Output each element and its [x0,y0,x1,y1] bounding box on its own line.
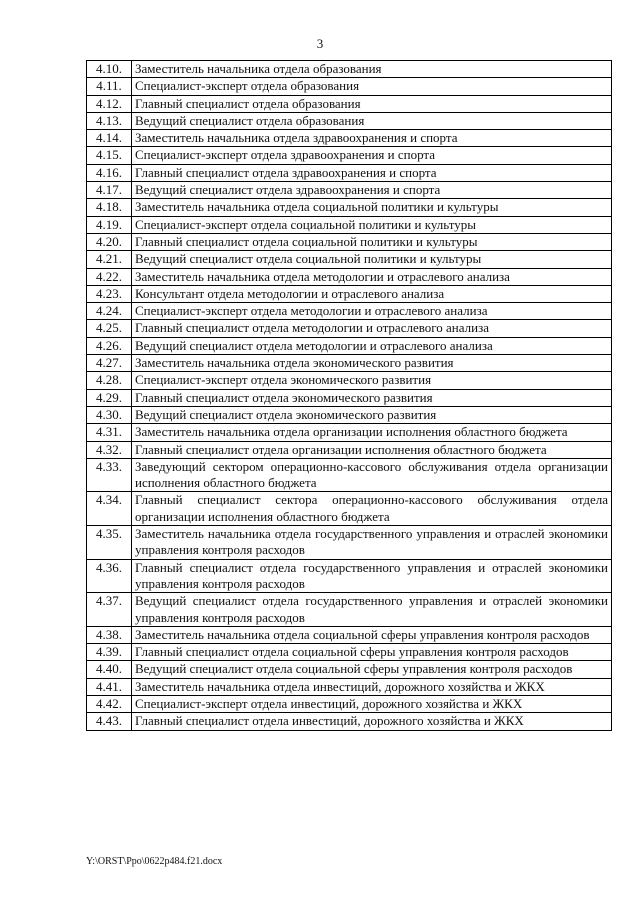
position-title: Заместитель начальника отдела организации исполнения областного бюджета [132,424,612,441]
table-row [87,492,612,526]
position-title: Главный специалист отдела методологии и отраслевого анализа [132,320,612,337]
position-title: Ведущий специалист отдела методологии и отраслевого анализа [132,337,612,354]
table-row [87,644,612,661]
position-title: Главный специалист отдела государственного управления и отраслей экономики управления контроля расходов [132,559,612,593]
position-title: Заместитель начальника отдела государственного управления и отраслей экономики управления контроля расходов [132,526,612,560]
row-number: 4.11. [87,78,132,95]
table-row [87,559,612,593]
position-title: Ведущий специалист отдела здравоохранения и спорта [132,182,612,199]
table-row [87,285,612,302]
row-number: 4.16. [87,164,132,181]
position-title: Специалист-эксперт отдела здравоохранения и спорта [132,147,612,164]
position-title: Главный специалист отдела образования [132,95,612,112]
position-title: Специалист-эксперт отдела методологии и отраслевого анализа [132,303,612,320]
position-title: Заместитель начальника отдела социальной политики и культуры [132,199,612,216]
table-row [87,337,612,354]
table-row [87,216,612,233]
row-number: 4.13. [87,112,132,129]
position-title: Главный специалист отдела социальной политики и культуры [132,233,612,250]
table-row [87,355,612,372]
position-title: Заместитель начальника отдела инвестиций, дорожного хозяйства и ЖКХ [132,678,612,695]
row-number: 4.28. [87,372,132,389]
row-number: 4.12. [87,95,132,112]
position-title: Специалист-эксперт отдела социальной политики и культуры [132,216,612,233]
table-row [87,164,612,181]
row-number: 4.40. [87,661,132,678]
position-title: Заместитель начальника отдела здравоохранения и спорта [132,130,612,147]
row-number: 4.17. [87,182,132,199]
table-row [87,626,612,643]
table-row [87,713,612,730]
row-number: 4.43. [87,713,132,730]
row-number: 4.30. [87,406,132,423]
table-row [87,678,612,695]
positions-table [86,60,612,731]
row-number: 4.18. [87,199,132,216]
row-number: 4.32. [87,441,132,458]
table-row [87,458,612,492]
position-title: Заместитель начальника отдела экономического развития [132,355,612,372]
position-title: Заместитель начальника отдела социальной сферы управления контроля расходов [132,626,612,643]
row-number: 4.23. [87,285,132,302]
table-row [87,112,612,129]
file-path-footer: Y:\ORST\Ppo\0622p484.f21.docx [86,856,223,867]
row-number: 4.25. [87,320,132,337]
position-title: Ведущий специалист отдела социальной политики и культуры [132,251,612,268]
table-row [87,406,612,423]
position-title: Специалист-эксперт отдела экономического развития [132,372,612,389]
position-title: Ведущий специалист отдела образования [132,112,612,129]
position-title: Главный специалист отдела здравоохранения и спорта [132,164,612,181]
table-row [87,251,612,268]
table-row [87,372,612,389]
row-number: 4.19. [87,216,132,233]
positions-table-body [87,61,612,731]
table-row [87,78,612,95]
table-row [87,233,612,250]
table-row [87,182,612,199]
row-number: 4.31. [87,424,132,441]
table-row [87,593,612,627]
row-number: 4.15. [87,147,132,164]
position-title: Главный специалист отдела организации исполнения областного бюджета [132,441,612,458]
position-title: Заведующий сектором операционно-кассового обслуживания отдела организации исполнения областного бюджета [132,458,612,492]
table-row [87,441,612,458]
row-number: 4.26. [87,337,132,354]
table-row [87,61,612,78]
row-number: 4.42. [87,695,132,712]
table-row [87,147,612,164]
position-title: Главный специалист сектора операционно-кассового обслуживания отдела организации исполнения областного бюджета [132,492,612,526]
position-title: Специалист-эксперт отдела инвестиций, дорожного хозяйства и ЖКХ [132,695,612,712]
row-number: 4.14. [87,130,132,147]
position-title: Ведущий специалист отдела экономического развития [132,406,612,423]
row-number: 4.35. [87,526,132,560]
table-row [87,130,612,147]
row-number: 4.34. [87,492,132,526]
table-row [87,199,612,216]
position-title: Главный специалист отдела экономического развития [132,389,612,406]
row-number: 4.10. [87,61,132,78]
table-row [87,320,612,337]
row-number: 4.39. [87,644,132,661]
row-number: 4.27. [87,355,132,372]
row-number: 4.20. [87,233,132,250]
page-number: 3 [316,36,324,51]
row-number: 4.38. [87,626,132,643]
table-row [87,95,612,112]
position-title: Консультант отдела методологии и отраслевого анализа [132,285,612,302]
row-number: 4.36. [87,559,132,593]
position-title: Специалист-эксперт отдела образования [132,78,612,95]
table-row [87,389,612,406]
position-title: Ведущий специалист отдела государственного управления и отраслей экономики управления контроля расходов [132,593,612,627]
row-number: 4.41. [87,678,132,695]
row-number: 4.24. [87,303,132,320]
table-row [87,695,612,712]
row-number: 4.37. [87,593,132,627]
position-title: Главный специалист отдела инвестиций, дорожного хозяйства и ЖКХ [132,713,612,730]
table-row [87,526,612,560]
position-title: Заместитель начальника отдела образования [132,61,612,78]
position-title: Ведущий специалист отдела социальной сферы управления контроля расходов [132,661,612,678]
row-number: 4.29. [87,389,132,406]
table-row [87,661,612,678]
table-row [87,268,612,285]
row-number: 4.21. [87,251,132,268]
table-row [87,303,612,320]
position-title: Заместитель начальника отдела методологии и отраслевого анализа [132,268,612,285]
position-title: Главный специалист отдела социальной сферы управления контроля расходов [132,644,612,661]
row-number: 4.22. [87,268,132,285]
table-row [87,424,612,441]
row-number: 4.33. [87,458,132,492]
